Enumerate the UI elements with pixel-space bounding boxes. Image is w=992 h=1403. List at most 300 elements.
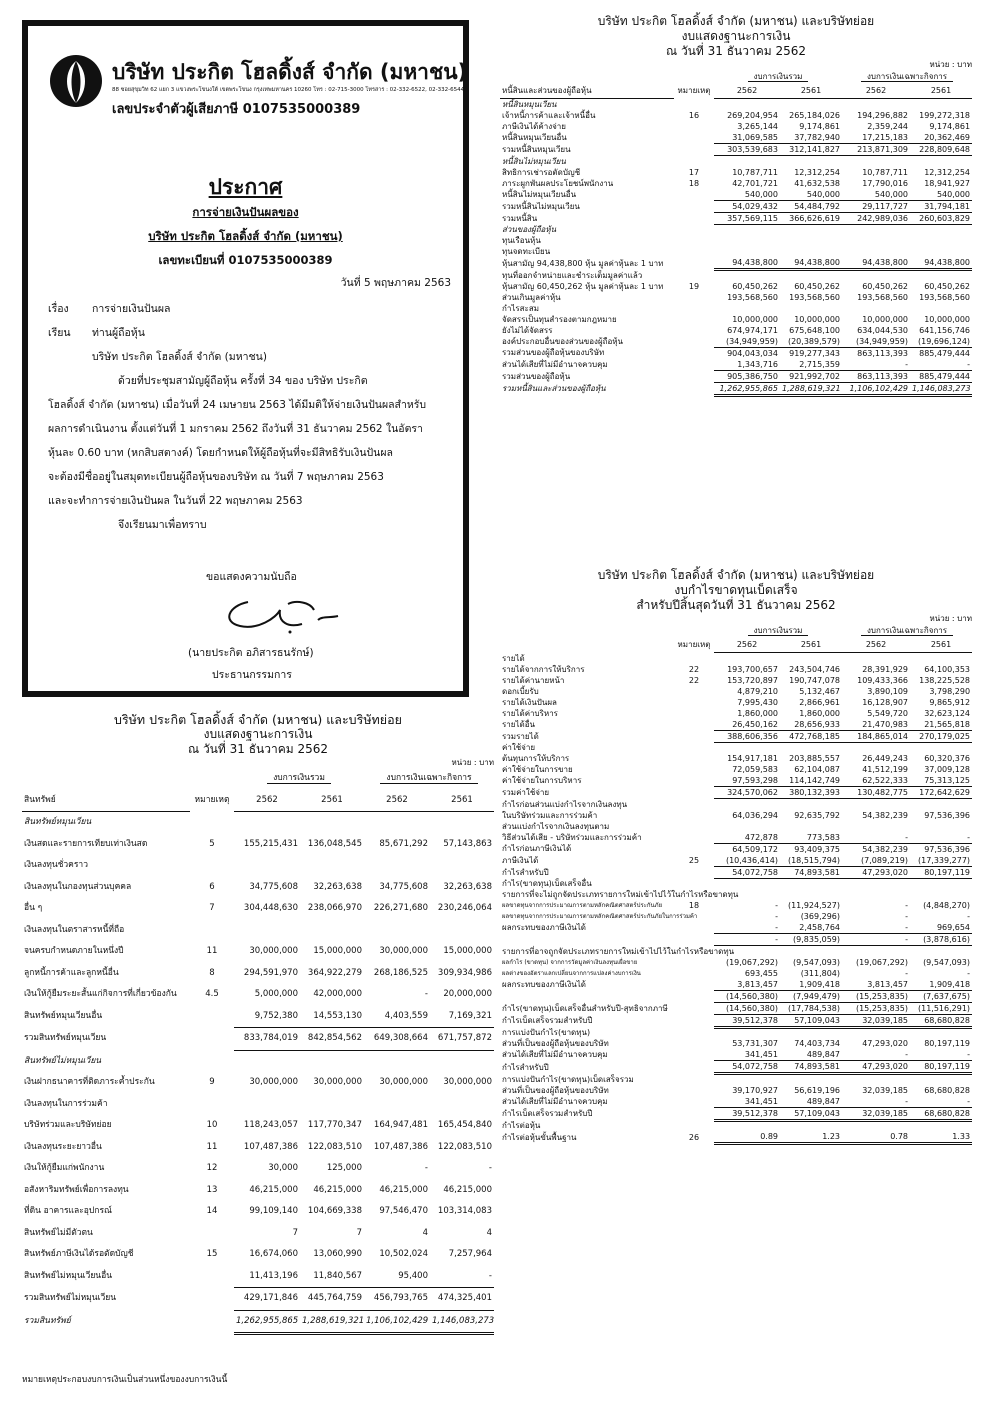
row-label: สินทรัพย์ไม่หมุนเวียนอื่น bbox=[24, 1270, 113, 1281]
row-note: 17 bbox=[688, 167, 700, 177]
table-row bbox=[500, 359, 972, 371]
row-label: รวมค่าใช้จ่าย bbox=[502, 788, 550, 797]
body-line: ผลการดำเนินงาน ตั้งแต่วันที่ 1 มกราคม 2562 ถึงวันที่ 31 ธันวาคม 2562 ในอัตรา bbox=[48, 423, 423, 435]
row-note bbox=[674, 697, 714, 708]
row-label: สินทรัพย์ภาษีเงินได้รอตัดบัญชี bbox=[24, 1249, 134, 1259]
table-row bbox=[22, 855, 494, 877]
row-value bbox=[910, 246, 972, 257]
table-row bbox=[22, 1310, 494, 1334]
table-row bbox=[500, 1061, 972, 1074]
row-value: - bbox=[775, 901, 778, 910]
row-label: รายได้ค่านายหน้า bbox=[502, 675, 565, 685]
row-label: กำไร(ขาดทุน)เบ็ดเสร็จอื่นสำหรับปี-สุทธิจากภาษี bbox=[502, 1003, 668, 1013]
row-value: 54,484,792 bbox=[780, 200, 842, 212]
row-value bbox=[910, 946, 972, 957]
row-value: 60,450,262 bbox=[732, 281, 778, 291]
table-row bbox=[500, 1038, 972, 1049]
row-label: รวมหนี้สินและส่วนของผู้ถือหุ้น bbox=[502, 384, 606, 393]
row-value: 46,215,000 bbox=[313, 1184, 362, 1195]
row-value bbox=[910, 1120, 972, 1131]
row-value: 641,156,746 bbox=[919, 325, 971, 335]
row-note bbox=[674, 347, 714, 359]
row-value bbox=[780, 1027, 842, 1038]
row-value: (19,696,124) bbox=[910, 336, 972, 348]
row-value: 190,747,078 bbox=[789, 675, 841, 685]
row-label: เงินลงทุนในการร่วมค้า bbox=[24, 1098, 108, 1109]
row-note bbox=[190, 812, 234, 834]
balance-sheet-assets bbox=[22, 712, 494, 1335]
row-value: - bbox=[842, 359, 910, 371]
row-value bbox=[842, 99, 910, 111]
table-row bbox=[500, 121, 972, 132]
row-value bbox=[842, 889, 910, 900]
pl-company: บริษัท ประกิต โฮลดิ้งส์ จำกัด (มหาชน) และบริษัทย่อย bbox=[597, 568, 875, 582]
row-value: 213,871,309 bbox=[842, 144, 910, 156]
table-row bbox=[500, 979, 972, 991]
row-label: รายได้ bbox=[502, 653, 525, 663]
row-note bbox=[674, 764, 714, 775]
row-note: 22 bbox=[688, 664, 700, 674]
row-value: 165,454,840 bbox=[437, 1120, 492, 1130]
row-value: 32,039,185 bbox=[842, 1014, 910, 1027]
row-value: 93,409,375 bbox=[794, 844, 841, 854]
row-note bbox=[674, 257, 714, 270]
row-value: 57,109,043 bbox=[780, 1107, 842, 1120]
row-note bbox=[674, 314, 714, 325]
row-value: 193,568,560 bbox=[789, 292, 841, 302]
table-row bbox=[500, 189, 972, 201]
row-value: 39,512,378 bbox=[714, 1014, 780, 1027]
row-value: 226,271,680 bbox=[373, 903, 428, 913]
row-value: 122,083,510 bbox=[437, 1141, 492, 1152]
row-value: 10,000,000 bbox=[732, 314, 778, 324]
row-value: 94,438,800 bbox=[714, 257, 780, 270]
row-value bbox=[714, 1027, 780, 1038]
row-value: 489,847 bbox=[780, 1096, 842, 1108]
row-label: ต้นทุนการให้บริการ bbox=[502, 754, 570, 763]
row-value: 5,549,720 bbox=[867, 708, 909, 718]
row-value bbox=[300, 1094, 364, 1116]
table-row bbox=[500, 1002, 972, 1014]
row-value: 34,775,608 bbox=[379, 881, 428, 892]
year-header: 2562 bbox=[234, 790, 300, 812]
row-value: 26,450,162 bbox=[714, 719, 780, 731]
row-value: (19,067,292) bbox=[725, 957, 778, 967]
row-value: 46,215,000 bbox=[379, 1184, 428, 1195]
row-note: 7 bbox=[209, 903, 215, 913]
row-value: 60,450,262 bbox=[794, 281, 841, 291]
row-value: 68,680,828 bbox=[924, 1085, 971, 1095]
row-value: 885,479,444 bbox=[919, 348, 971, 358]
table-row bbox=[500, 866, 972, 878]
row-label: การแบ่งปันกำไร(ขาดทุน) bbox=[502, 1028, 591, 1037]
table-row bbox=[500, 224, 972, 235]
row-note: 4.5 bbox=[205, 989, 219, 999]
row-value: 3,890,109 bbox=[867, 686, 909, 696]
row-note bbox=[674, 957, 714, 968]
row-value: (7,089,219) bbox=[842, 855, 910, 867]
row-value: 1,343,716 bbox=[714, 359, 780, 371]
row-label: หนี้สินไม่หมุนเวียนอื่น bbox=[502, 189, 577, 199]
row-value: 32,039,185 bbox=[842, 1107, 910, 1120]
row-value: 265,184,026 bbox=[789, 111, 841, 120]
row-note bbox=[674, 730, 714, 742]
row-value: 1,262,955,865 bbox=[714, 382, 780, 395]
table-row bbox=[500, 843, 972, 855]
announcement-subtitle: การจ่ายเงินปันผลของ bbox=[192, 205, 299, 219]
row-label: ทุนจดทะเบียน bbox=[502, 247, 551, 256]
row-value: 193,568,560 bbox=[857, 292, 909, 302]
row-label: รวมสินทรัพย์ bbox=[24, 1316, 71, 1326]
row-value: 357,569,115 bbox=[714, 212, 780, 224]
table-row bbox=[500, 900, 972, 911]
row-label: จัดสรรเป็นทุนสำรองตามกฎหมาย bbox=[502, 314, 617, 324]
table-row bbox=[500, 1014, 972, 1027]
row-value bbox=[780, 270, 842, 281]
group-consolidated: งบการเงินรวม bbox=[267, 773, 331, 784]
row-label: ผลต่างของอัตราแลกเปลี่ยนจากการแปลงค่างบการเงิน bbox=[502, 969, 641, 977]
row-value: - bbox=[775, 912, 778, 921]
balance-sheet-liabilities bbox=[500, 14, 972, 397]
col-item: หนี้สินและส่วนของผู้ถือหุ้น bbox=[500, 84, 674, 99]
row-value: 31,794,181 bbox=[910, 200, 972, 212]
row-note bbox=[674, 99, 714, 111]
row-value bbox=[234, 920, 300, 942]
row-value bbox=[714, 1120, 780, 1131]
bs-assets-rows bbox=[22, 812, 494, 1334]
row-value: 34,775,608 bbox=[249, 881, 298, 892]
row-value: 7,995,430 bbox=[737, 697, 778, 707]
row-value: 474,325,401 bbox=[430, 1288, 494, 1311]
row-value: - bbox=[488, 1163, 492, 1173]
row-value: 97,536,396 bbox=[924, 810, 971, 820]
row-value: (18,515,794) bbox=[780, 855, 842, 867]
row-value: 4 bbox=[422, 1227, 428, 1238]
row-note bbox=[190, 1094, 234, 1116]
row-value: 2,866,961 bbox=[799, 697, 841, 707]
body-line: และจะทำการจ่ายเงินปันผล ในวันที่ 22 พฤษภาคม 2563 bbox=[48, 495, 303, 507]
row-value: 94,438,800 bbox=[910, 257, 972, 270]
row-label: ลูกหนี้การค้าและลูกหนี้อื่น bbox=[24, 967, 119, 978]
row-value: 15,000,000 bbox=[313, 946, 362, 956]
row-value: 1,146,083,273 bbox=[430, 1310, 494, 1334]
row-value: 268,186,525 bbox=[373, 967, 428, 978]
row-value: 74,893,581 bbox=[780, 866, 842, 878]
row-label: ในบริษัทร่วมและการร่วมค้า bbox=[502, 810, 598, 820]
row-value: 269,204,954 bbox=[727, 111, 778, 120]
row-value: 85,671,292 bbox=[379, 838, 428, 849]
announcement-date: วันที่ 5 พฤษภาคม 2563 bbox=[340, 277, 451, 289]
row-value bbox=[780, 224, 842, 235]
row-note bbox=[674, 1038, 714, 1049]
row-value bbox=[910, 303, 972, 314]
row-value: 39,170,927 bbox=[732, 1085, 778, 1095]
row-value: 919,277,343 bbox=[789, 348, 841, 358]
row-value: (14,560,380) bbox=[714, 990, 780, 1002]
announcement-title: ประกาศ bbox=[208, 175, 283, 199]
row-label: จนครบกำหนดภายในหนึ่งปี bbox=[24, 946, 124, 956]
row-note bbox=[674, 686, 714, 697]
row-note: 11 bbox=[206, 1141, 218, 1152]
row-label: การแบ่งปันกำไร(ขาดทุน)เบ็ดเสร็จรวม bbox=[502, 1074, 634, 1084]
row-value bbox=[714, 303, 780, 314]
row-value bbox=[780, 946, 842, 957]
table-row bbox=[22, 1028, 494, 1051]
row-value: 364,922,279 bbox=[307, 967, 362, 978]
announcement-company: บริษัท ประกิต โฮลดิ้งส์ จำกัด (มหาชน) bbox=[148, 229, 343, 243]
row-value: 693,455 bbox=[744, 968, 778, 978]
row-note bbox=[674, 144, 714, 156]
table-row bbox=[500, 257, 972, 270]
row-value: 54,072,758 bbox=[714, 1061, 780, 1074]
row-value: - bbox=[714, 922, 780, 934]
row-note bbox=[190, 1006, 234, 1028]
row-value: 634,044,530 bbox=[857, 325, 909, 335]
row-label: เงินให้กู้ยืมแก่พนักงาน bbox=[24, 1163, 105, 1173]
row-value: (15,253,835) bbox=[842, 990, 910, 1002]
row-value: - bbox=[714, 934, 780, 946]
row-label: เงินฝากธนาคารที่ติดภาระค้ำประกัน bbox=[24, 1077, 155, 1087]
col-note: หมายเหตุ bbox=[677, 86, 711, 96]
row-label: รวมส่วนของผู้ถือหุ้นของบริษัท bbox=[502, 348, 605, 358]
to-company: บริษัท ประกิต โฮลดิ้งส์ จำกัด (มหาชน) bbox=[92, 351, 267, 363]
col-item: สินทรัพย์ bbox=[22, 790, 190, 812]
table-row bbox=[500, 99, 972, 111]
table-row bbox=[500, 246, 972, 257]
row-value: 9,174,861 bbox=[799, 122, 841, 131]
row-value bbox=[430, 920, 494, 942]
row-value: 20,362,469 bbox=[910, 132, 972, 144]
company-address: 88 ซอยสุขุมวิท 62 แยก 3 แขวงพระโขนงใต้ เขตพระโขนง กรุงเทพมหานคร 10260 โทร : 02-715-3000 โทรสาร : 02-332-6522, 02-332-6544 bbox=[112, 87, 465, 93]
row-label: ผลขาดทุนจากการประมาณการตามหลักคณิตศาสตร์ประกันภัยในการร่วมค้า bbox=[502, 913, 698, 920]
row-value bbox=[300, 855, 364, 877]
row-note: 18 bbox=[688, 178, 700, 188]
row-value: 125,000 bbox=[326, 1163, 362, 1173]
row-value bbox=[430, 1094, 494, 1116]
row-note bbox=[674, 1014, 714, 1027]
row-value bbox=[842, 156, 910, 167]
row-value: (4,848,270) bbox=[923, 901, 971, 910]
row-value: (369,296) bbox=[800, 912, 841, 921]
bs-assets-date: ณ วันที่ 31 ธันวาคม 2562 bbox=[188, 742, 328, 756]
subject-label: เรื่อง bbox=[48, 303, 69, 315]
row-label: ค่าใช้จ่าย bbox=[502, 743, 536, 752]
row-value: 54,072,758 bbox=[714, 866, 780, 878]
row-value: 118,243,057 bbox=[243, 1120, 298, 1130]
row-value: 103,314,083 bbox=[437, 1206, 492, 1216]
row-value: 30,000,000 bbox=[379, 946, 428, 956]
row-value: 28,656,933 bbox=[780, 719, 842, 731]
row-label: หุ้นสามัญ 60,450,262 หุ้น มูลค่าหุ้นละ 1 บาท bbox=[502, 281, 664, 291]
table-row bbox=[500, 1085, 972, 1096]
table-row bbox=[500, 968, 972, 979]
table-row bbox=[500, 270, 972, 281]
row-label: กำไรต่อหุ้น bbox=[502, 1121, 541, 1130]
year-header: 2562 bbox=[714, 84, 780, 99]
row-value bbox=[714, 270, 780, 281]
row-value bbox=[780, 821, 842, 832]
table-row bbox=[500, 957, 972, 968]
row-label: กำไรเบ็ดเสร็จรวมสำหรับปี bbox=[502, 1016, 593, 1025]
row-note bbox=[674, 235, 714, 246]
row-value: 122,083,510 bbox=[307, 1141, 362, 1152]
row-value: (34,949,959) bbox=[842, 336, 910, 348]
row-value: 153,720,897 bbox=[727, 675, 778, 685]
row-value: (15,253,835) bbox=[842, 1002, 910, 1014]
row-value: 37,782,940 bbox=[780, 132, 842, 144]
row-value: 10,000,000 bbox=[794, 314, 841, 324]
row-value: - bbox=[910, 359, 972, 371]
row-label: รายการที่จะไม่ถูกจัดประเภทรายการใหม่เข้าไปไว้ในกำไรหรือขาดทุน bbox=[502, 890, 739, 899]
row-value: 649,308,664 bbox=[364, 1028, 430, 1051]
row-note bbox=[674, 934, 714, 946]
table-row bbox=[500, 235, 972, 246]
table-row bbox=[500, 1096, 972, 1108]
row-value: 30,000 bbox=[268, 1163, 298, 1173]
row-value: 30,000,000 bbox=[249, 946, 298, 956]
row-value bbox=[910, 889, 972, 900]
row-value: - bbox=[430, 1266, 494, 1288]
table-row bbox=[22, 834, 494, 856]
body-line: จะต้องมีชื่ออยู่ในสมุดทะเบียนผู้ถือหุ้นของบริษัท ณ วันที่ 7 พฤษภาคม 2563 bbox=[48, 471, 384, 483]
row-value bbox=[910, 821, 972, 832]
table-row bbox=[500, 1027, 972, 1038]
row-value bbox=[780, 235, 842, 246]
pl-table bbox=[500, 624, 972, 1145]
row-value bbox=[780, 799, 842, 810]
row-value: 7 bbox=[292, 1227, 298, 1238]
table-row bbox=[22, 877, 494, 899]
table-row bbox=[500, 1049, 972, 1061]
table-row bbox=[22, 1223, 494, 1245]
row-note bbox=[674, 708, 714, 719]
row-value: 193,700,657 bbox=[727, 664, 778, 674]
row-value: 10,000,000 bbox=[862, 314, 909, 324]
row-note: 5 bbox=[209, 838, 215, 849]
row-value bbox=[910, 799, 972, 810]
row-label: หนี้สินหมุนเวียน bbox=[502, 100, 557, 109]
row-value bbox=[780, 1074, 842, 1085]
row-label: ส่วนแบ่งกำไรจากเงินลงทุนตาม bbox=[502, 821, 610, 831]
row-value: 74,403,734 bbox=[794, 1039, 841, 1048]
closing: จึงเรียนมาเพื่อทราบ bbox=[118, 519, 207, 531]
col-note: หมายเหตุ bbox=[677, 640, 711, 650]
row-value: (9,547,093) bbox=[793, 957, 841, 967]
row-value: 0.89 bbox=[714, 1131, 780, 1144]
row-note bbox=[190, 855, 234, 877]
table-row bbox=[500, 156, 972, 167]
row-note bbox=[674, 303, 714, 314]
row-value: 7,257,964 bbox=[448, 1249, 492, 1259]
row-note bbox=[674, 156, 714, 167]
table-row bbox=[22, 1115, 494, 1137]
row-label: กำไรสำหรับปี bbox=[502, 867, 549, 877]
row-value: 30,000,000 bbox=[443, 1077, 492, 1087]
row-note bbox=[674, 787, 714, 799]
row-note bbox=[674, 246, 714, 257]
row-value bbox=[842, 235, 910, 246]
tax-id: เลขประจำตัวผู้เสียภาษี 0107535000389 bbox=[112, 102, 361, 117]
row-value bbox=[910, 224, 972, 235]
row-label: เจ้าหนี้การค้าและเจ้าหนี้อื่น bbox=[502, 111, 596, 120]
signer-name: (นายประกิต อภิสารธนรักษ์) bbox=[188, 647, 314, 659]
row-value: 773,583 bbox=[780, 832, 842, 844]
row-value: - bbox=[967, 968, 971, 978]
row-label: เงินลงทุนในตราสารหนี้ที่ถือ bbox=[24, 924, 125, 935]
row-note: 16 bbox=[688, 111, 700, 120]
row-value: 3,798,290 bbox=[929, 686, 971, 696]
row-value bbox=[842, 224, 910, 235]
table-row bbox=[500, 775, 972, 787]
group-separate: งบการเงินเฉพาะกิจการ bbox=[380, 773, 477, 784]
row-value: (11,516,291) bbox=[910, 1002, 972, 1014]
row-value: 312,141,827 bbox=[780, 144, 842, 156]
row-label: ส่วนได้เสียที่ไม่มีอำนาจควบคุม bbox=[502, 359, 608, 369]
company-name: บริษัท ประกิต โฮลดิ้งส์ จำกัด (มหาชน) bbox=[112, 60, 468, 84]
table-row bbox=[500, 889, 972, 900]
row-value: 3,813,457 bbox=[842, 979, 910, 991]
row-value: (7,637,675) bbox=[910, 990, 972, 1002]
bs-liab-company: บริษัท ประกิต โฮลดิ้งส์ จำกัด (มหาชน) และบริษัทย่อย bbox=[597, 14, 875, 28]
row-value: 47,293,020 bbox=[842, 1061, 910, 1074]
row-value: 26,449,243 bbox=[862, 754, 909, 763]
row-note bbox=[674, 1049, 714, 1061]
table-row bbox=[22, 1158, 494, 1180]
row-note: 15 bbox=[206, 1249, 218, 1259]
row-label: ส่วนของผู้ถือหุ้น bbox=[502, 225, 557, 234]
row-value bbox=[364, 812, 430, 834]
row-note bbox=[674, 382, 714, 395]
row-value: 11,840,567 bbox=[300, 1266, 364, 1288]
row-value: 1,860,000 bbox=[737, 708, 778, 718]
year-header: 2561 bbox=[910, 638, 972, 653]
year-header: 2562 bbox=[364, 790, 430, 812]
row-label: สิทธิการเช่ารอตัดบัญชี bbox=[502, 167, 581, 177]
row-label: ผลกำไร (ขาดทุน) จากการวัดมูลค่าเงินลงทุนเผื่อขาย bbox=[502, 958, 638, 966]
table-row bbox=[22, 1006, 494, 1028]
row-value: 46,215,000 bbox=[443, 1184, 492, 1195]
row-value: 107,487,386 bbox=[373, 1141, 428, 1152]
row-label: ส่วนได้เสียที่ไม่มีอำนาจควบคุม bbox=[502, 1096, 608, 1106]
row-value: 30,000,000 bbox=[379, 1077, 428, 1087]
group-separate: งบการเงินเฉพาะกิจการ bbox=[861, 72, 953, 82]
row-label: หุ้นสามัญ 94,438,800 หุ้น มูลค่าหุ้นละ 1 บาท bbox=[502, 258, 664, 268]
row-value: 97,546,470 bbox=[379, 1206, 428, 1216]
row-value: (17,784,538) bbox=[780, 1002, 842, 1014]
row-value: 0.78 bbox=[842, 1131, 910, 1144]
row-value: 54,382,239 bbox=[862, 810, 909, 820]
row-value: 1,106,102,429 bbox=[842, 382, 910, 395]
row-value: 60,450,262 bbox=[924, 281, 971, 291]
table-row bbox=[500, 1074, 972, 1085]
table-row bbox=[500, 787, 972, 799]
row-label: กำไรก่อนภาษีเงินได้ bbox=[502, 844, 572, 854]
row-value bbox=[714, 246, 780, 257]
row-value bbox=[714, 878, 780, 889]
row-note: 13 bbox=[206, 1184, 218, 1195]
row-value bbox=[714, 821, 780, 832]
row-value: (17,339,277) bbox=[910, 855, 972, 867]
bs-liab-rows bbox=[500, 99, 972, 396]
row-value: 294,591,970 bbox=[243, 967, 298, 978]
row-value: 5,000,000 bbox=[254, 989, 298, 999]
row-note bbox=[674, 775, 714, 787]
row-value bbox=[842, 1120, 910, 1131]
row-label: ที่ดิน อาคารและอุปกรณ์ bbox=[24, 1206, 112, 1216]
row-value: 1,262,955,865 bbox=[234, 1310, 300, 1334]
row-note bbox=[674, 270, 714, 281]
row-value: 1,909,418 bbox=[780, 979, 842, 991]
